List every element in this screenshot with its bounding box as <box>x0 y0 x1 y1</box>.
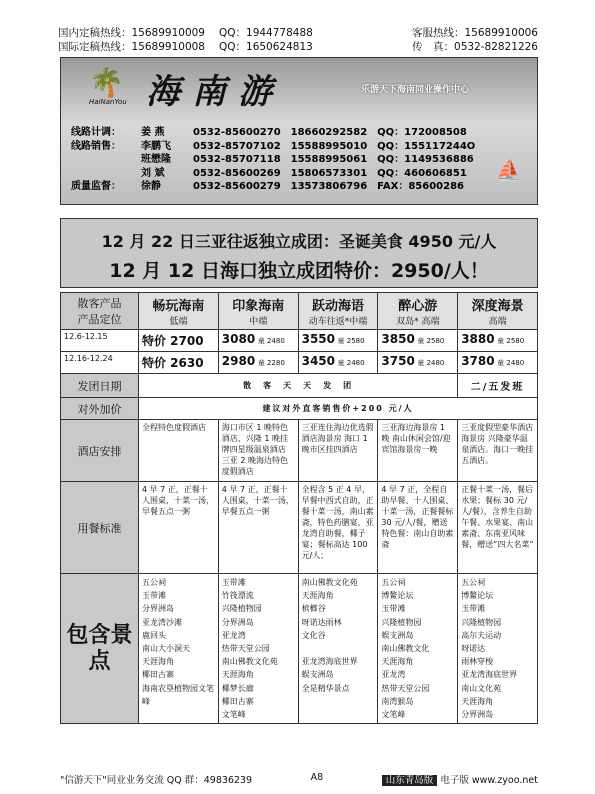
product-level: 低端 <box>169 317 188 327</box>
promo-line-2: 12 月 12 日海口独立成团特价：2950/人！ <box>109 260 489 282</box>
attraction-item: 天涯海角 <box>142 657 174 667</box>
edition-tag: 山东青岛版 <box>382 775 438 786</box>
slogan: 乐游天下海南同业操作中心 <box>361 85 470 95</box>
attraction-label: 包含景点 <box>61 574 139 724</box>
attraction-item: 文笔峰 <box>221 710 246 720</box>
contact-name: 姜 燕 <box>141 127 165 138</box>
price-cell <box>298 352 378 374</box>
brand-title: 海南游 <box>146 72 284 112</box>
level-label: 产品定位 <box>77 313 122 326</box>
price-cell <box>378 352 458 374</box>
hotel-cell: 海口市区 1 晚特色酒店、兴隆 1 晚挂牌四星级温泉酒店 三亚 2 晚海边特色度假酒店 <box>218 420 298 482</box>
meal-cell: 4 早 7 正，正餐十人围桌，十菜一汤，早餐五点一粥 <box>218 482 298 574</box>
sailboat-icon: ⛵ <box>496 158 521 182</box>
product-name: 畅玩海南 <box>152 299 205 314</box>
product-level: 高端 <box>488 317 507 327</box>
child-price: 童 2480 <box>337 359 365 367</box>
child-price: 童 2580 <box>417 337 445 345</box>
price-cell <box>139 352 219 374</box>
attraction-item: 兴隆植物园 <box>461 617 502 627</box>
meal-cell: 4 早 7 正，全程自助早餐、十人围桌、十菜一汤，正餐餐标 30 元/人/餐，赠送特色餐：南山自助素斋 <box>378 482 458 574</box>
product-table <box>60 292 538 724</box>
adult-price: 3780 <box>461 354 495 368</box>
price-date: 12.16-12.24 <box>61 352 139 374</box>
meal-label: 用餐标准 <box>61 482 139 574</box>
product-label: 散客产品 <box>77 297 122 310</box>
product-name: 跃动海语 <box>311 299 364 314</box>
contact-name: 徐静 <box>141 181 161 192</box>
contact-info: 0532-85600269 15806573301 QQ：460606851 <box>193 167 467 179</box>
attraction-item: 五公祠 <box>381 578 406 587</box>
adult-price: 3550 <box>301 332 335 346</box>
contact-info: 0532-85707102 15588995010 QQ：155117244O <box>193 140 476 152</box>
attraction-item: 雨林穿梭 <box>461 657 494 667</box>
attraction-item: 五公祠 <box>461 578 486 587</box>
attraction-item: 南山佛教文化苑 <box>221 657 278 667</box>
product-level: 中端 <box>249 317 268 327</box>
adult-price: 3080 <box>221 332 256 346</box>
meal-cell: 正餐十菜一汤，餐后水果；餐标 30 元/人/餐），含养生自助午餐、水果宴、南山素斋、东南亚风味餐，赠送“四大名菜” <box>458 482 538 574</box>
promo-line-1: 12 月 22 日三亚往返独立成团：圣诞美食 4950 元/人 <box>101 232 497 251</box>
product-level: 双岛* 高端 <box>396 317 440 327</box>
attraction-item: 天涯海角 <box>381 657 414 667</box>
footer <box>60 772 538 786</box>
hotel-cell: 三亚度假型豪华酒店海景房 兴隆豪华温泉酒店。海口一晚挂五酒店。 <box>458 420 538 482</box>
attraction-item: 亚龙湾海底世界 <box>461 670 518 680</box>
footer-qq-group: "信游天下"同业业务交流 QQ 群：49836239 <box>60 775 253 786</box>
intl-qq: QQ：1650624813 <box>218 41 313 53</box>
adult-price: 3750 <box>381 354 415 368</box>
domestic-qq: QQ：1944778488 <box>218 27 313 39</box>
price-add-label: 对外加价 <box>61 398 139 420</box>
palm-tree-icon: 🌴 <box>89 66 124 99</box>
attraction-item: 文笔峰 <box>381 710 406 720</box>
contact-row <box>71 126 475 140</box>
price-add-value: 建议对外直客销售价+200 元/人 <box>139 398 538 420</box>
banner <box>60 57 538 205</box>
depart-label: 发团日期 <box>61 374 139 398</box>
child-price: 童 2480 <box>497 359 525 367</box>
contact-label <box>71 167 141 181</box>
intl-hotline: 国际定稿热线：15689910008 <box>58 41 205 53</box>
attraction-cell <box>298 574 378 724</box>
product-name: 醉心游 <box>398 299 438 314</box>
contact-name: 班懋隆 <box>141 154 171 165</box>
meal-cell: 全程含 5 正 4 早，早餐中西式自助，正餐十菜一汤，南山素斋，特色药膳宴，亚龙湾自助餐，椰子宴；餐标高达 100 元/人； <box>298 482 378 574</box>
child-price: 童 2480 <box>417 359 445 367</box>
adult-price: 2980 <box>221 354 256 368</box>
contact-list <box>71 126 475 194</box>
attraction-item: 文化谷 <box>301 630 326 640</box>
attraction-item: 呀诺达 <box>461 644 486 654</box>
attraction-item: 全是精华景点 <box>301 683 350 693</box>
price-cell <box>139 330 219 352</box>
product-name: 印象海南 <box>232 299 285 314</box>
attraction-item: 椰田古寨 <box>221 696 254 706</box>
contact-name: 刘 斌 <box>141 167 165 179</box>
adult-price: 特价 2630 <box>142 356 204 370</box>
attraction-item: 鹿回头 <box>142 630 166 640</box>
attraction-item: 槟榔谷 <box>301 604 326 614</box>
adult-price: 3450 <box>301 354 335 368</box>
contact-name: 李鹏飞 <box>141 140 171 152</box>
meal-cell: 4 早 7 正，正餐十人围桌，十菜一汤，早餐五点一粥 <box>139 482 219 574</box>
attraction-item: 南山文化苑 <box>461 683 502 693</box>
attraction-item: 亚龙湾 <box>221 630 246 640</box>
child-price: 童 2480 <box>257 337 285 345</box>
attraction-item: 亚龙湾 <box>381 670 406 680</box>
hotel-cell: 全程特色度假酒店 <box>139 420 219 482</box>
attraction-cell <box>458 574 538 724</box>
attraction-item: 兴隆植物园 <box>381 617 422 627</box>
contact-row <box>71 140 475 154</box>
footer-website: 电子版 www.zyoo.net <box>440 775 538 786</box>
contact-label: 线路计调： <box>71 127 121 138</box>
price-cell <box>298 330 378 352</box>
attraction-item: 南山大小洞天 <box>142 644 190 654</box>
price-cell <box>218 330 298 352</box>
attraction-item: 海南农垦植物园文笔峰 <box>142 683 214 706</box>
attraction-item: 玉带滩 <box>461 604 486 614</box>
attraction-item: 呀诺达雨林 <box>301 617 342 627</box>
attraction-item: 热带天堂公园 <box>381 683 430 693</box>
hotel-label: 酒店安排 <box>61 420 139 482</box>
depart-value: 散 客 天 天 发 团 <box>139 374 458 398</box>
attraction-item: 博鳌论坛 <box>381 591 414 601</box>
attraction-item: 博鳌论坛 <box>461 591 494 601</box>
fax: 传 真：0532-82821226 <box>412 41 538 53</box>
attraction-item: 分界洲岛 <box>142 604 174 614</box>
product-header <box>218 293 298 330</box>
attraction-item: 南山佛教文化苑 <box>301 578 358 587</box>
product-header <box>458 293 538 330</box>
attraction-item: 竹筏漂流 <box>221 591 254 601</box>
promo-box <box>60 218 538 288</box>
contact-info: 0532-85707118 15588995061 QQ：1149536886 <box>193 154 474 165</box>
adult-price: 特价 2700 <box>142 334 204 348</box>
attraction-cell <box>218 574 298 724</box>
service-hotline: 客服热线：15689910006 <box>412 27 538 39</box>
price-date: 12.6-12.15 <box>61 330 139 352</box>
attraction-item: 分界洲岛 <box>221 617 254 627</box>
child-price: 童 2580 <box>497 337 525 345</box>
attraction-item: 兴隆植物园 <box>221 604 262 614</box>
hotel-cell: 三亚连住海边优选假酒店海景房 海口 1 晚市区挂四酒店 <box>298 420 378 482</box>
product-header <box>139 293 219 330</box>
attraction-item: 南山佛教文化 <box>381 644 430 654</box>
adult-price: 3880 <box>461 332 495 346</box>
attraction-item: 天涯海角 <box>301 591 334 601</box>
contact-label: 线路销售： <box>71 140 121 152</box>
product-label-cell <box>61 293 139 330</box>
attraction-item <box>302 642 375 655</box>
contact-info: 0532-85600279 13573806796 FAX：85600286 <box>193 181 464 192</box>
child-price: 童 2580 <box>337 337 365 345</box>
logo-subtitle: HaiNanYou <box>89 98 127 106</box>
attraction-item: 高尔夫运动 <box>461 630 502 640</box>
attraction-item: 蜈支洲岛 <box>381 630 414 640</box>
hotel-cell: 三亚海边海景房 1 晚 南山休闲会馆/迎宾馆海景房一晚 <box>378 420 458 482</box>
price-cell <box>458 330 538 352</box>
product-header <box>298 293 378 330</box>
product-level: 动车往返*中端 <box>308 317 368 327</box>
contact-row <box>71 153 475 167</box>
attraction-item: 椰田古寨 <box>142 670 174 680</box>
attraction-item: 玉带滩 <box>221 578 246 587</box>
attraction-item: 南湾猴岛 <box>381 696 414 706</box>
child-price: 童 2280 <box>257 359 285 367</box>
attraction-item: 蜈支洲岛 <box>301 670 334 680</box>
hotlines <box>58 26 538 54</box>
attraction-cell <box>378 574 458 724</box>
contact-row <box>71 167 475 181</box>
attraction-item: 亚龙湾沙滩 <box>142 617 182 627</box>
contact-label: 质量监督： <box>71 181 121 192</box>
product-header <box>378 293 458 330</box>
attraction-cell <box>139 574 219 724</box>
contact-row <box>71 180 475 194</box>
attraction-item: 分界洲岛 <box>461 710 494 720</box>
attraction-item: 热带天堂公园 <box>221 644 270 654</box>
contact-label <box>71 153 141 167</box>
attraction-item: 亚龙湾海底世界 <box>301 657 358 667</box>
attraction-item: 玉带滩 <box>381 604 406 614</box>
domestic-hotline: 国内定稿热线：15689910009 <box>58 27 205 39</box>
product-name: 深度海景 <box>471 299 524 314</box>
price-cell <box>218 352 298 374</box>
adult-price: 3850 <box>381 332 415 346</box>
attraction-item: 天涯海角 <box>461 696 494 706</box>
attraction-item: 天涯海角 <box>221 670 254 680</box>
attraction-item: 五公祠 <box>142 578 166 587</box>
attraction-item: 椰梦长廊 <box>221 683 254 693</box>
price-cell <box>458 352 538 374</box>
price-cell <box>378 330 458 352</box>
attraction-item: 玉带滩 <box>142 591 166 601</box>
page-number: A8 <box>310 772 324 783</box>
contact-info: 0532-85600270 18660292582 QQ：172008508 <box>193 127 467 138</box>
depart-extra: 二/五发班 <box>458 374 538 398</box>
